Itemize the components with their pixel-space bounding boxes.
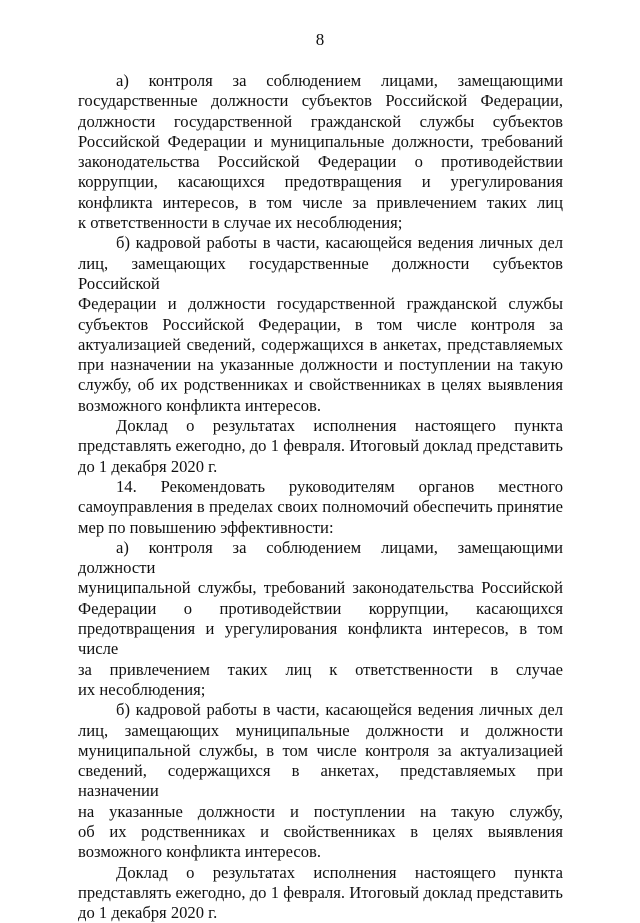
text-line: до 1 декабря 2020 г.: [78, 903, 218, 923]
text-line: лиц, замещающих муниципальные должности и должности: [78, 720, 563, 740]
text-line: а) контроля за соблюдением лицами, замещающими: [116, 71, 563, 90]
text-line: Федерации о противодействии коррупции, касающихся: [78, 598, 563, 618]
text-line: Российской Федерации и муниципальные должности, требований: [78, 131, 563, 151]
text-line: 14. Рекомендовать руководителям органов местного: [116, 476, 563, 496]
text-line: Федерации и должности государственной гражданской службы: [78, 294, 563, 314]
text-line: а) контроля за соблюдением лицами, замещающими должности: [78, 537, 563, 578]
text-line: коррупции, касающихся предотвращения и урегулирования: [78, 172, 563, 192]
text-line: субъектов Российской Федерации, в том числе контроля за: [78, 314, 563, 334]
text-line: к ответственности в случае их несоблюдения;: [78, 213, 403, 233]
paragraph: [78, 416, 563, 477]
text-line: сведений, содержащихся в анкетах, представляемых при назначении: [78, 761, 563, 801]
text-line: представлять ежегодно, до 1 февраля. Итоговый доклад представить: [78, 882, 563, 902]
document-body: [78, 71, 563, 923]
text-line: на указанные должности и поступлении на такую службу,: [78, 801, 563, 821]
paragraph: [78, 477, 563, 538]
text-line: лиц, замещающих государственные должности субъектов Российской: [78, 253, 563, 293]
paragraph: [78, 700, 563, 862]
text-line: б) кадровой работы в части, касающейся ведения личных дел: [116, 700, 563, 720]
text-line: Доклад о результатах исполнения настоящего пункта: [116, 416, 563, 436]
page-number: 8: [315, 30, 325, 49]
paragraph: [78, 538, 563, 700]
paragraph: [78, 863, 563, 923]
paragraph: [78, 71, 563, 233]
text-line: государственные должности субъектов Российской Федерации,: [78, 91, 563, 111]
text-line: службу, об их родственниках и свойственниках в целях выявления: [78, 375, 563, 395]
text-line: муниципальной службы, в том числе контроля за актуализацией: [78, 740, 563, 760]
paragraph: [78, 233, 563, 416]
text-line: за привлечением таких лиц к ответственности в случае: [78, 659, 563, 679]
text-line: самоуправления в пределах своих полномочий обеспечить принятие: [78, 497, 563, 517]
text-line: мер по повышению эффективности:: [78, 517, 334, 537]
text-line: б) кадровой работы в части, касающейся ведения личных дел: [116, 233, 563, 253]
text-line: возможного конфликта интересов.: [78, 395, 322, 415]
text-line: предотвращения и урегулирования конфликта интересов, в том числе: [78, 619, 563, 659]
text-line: актуализацией сведений, содержащихся в анкетах, представляемых: [78, 334, 563, 354]
text-line: их несоблюдения;: [78, 679, 206, 699]
text-line: при назначении на указанные должности и поступлении на такую: [78, 355, 563, 375]
text-line: должности государственной гражданской службы субъектов: [78, 111, 563, 131]
text-line: до 1 декабря 2020 г.: [78, 456, 218, 476]
text-line: представлять ежегодно, до 1 февраля. Итоговый доклад представить: [78, 436, 563, 456]
text-line: возможного конфликта интересов.: [78, 842, 322, 862]
text-line: Доклад о результатах исполнения настоящего пункта: [116, 862, 563, 882]
text-line: об их родственниках и свойственниках в целях выявления: [78, 821, 563, 841]
text-line: муниципальной службы, требований законодательства Российской: [78, 578, 563, 598]
text-line: конфликта интересов, в том числе за привлечением таких лиц: [78, 192, 563, 212]
text-line: законодательства Российской Федерации о противодействии: [78, 152, 563, 172]
